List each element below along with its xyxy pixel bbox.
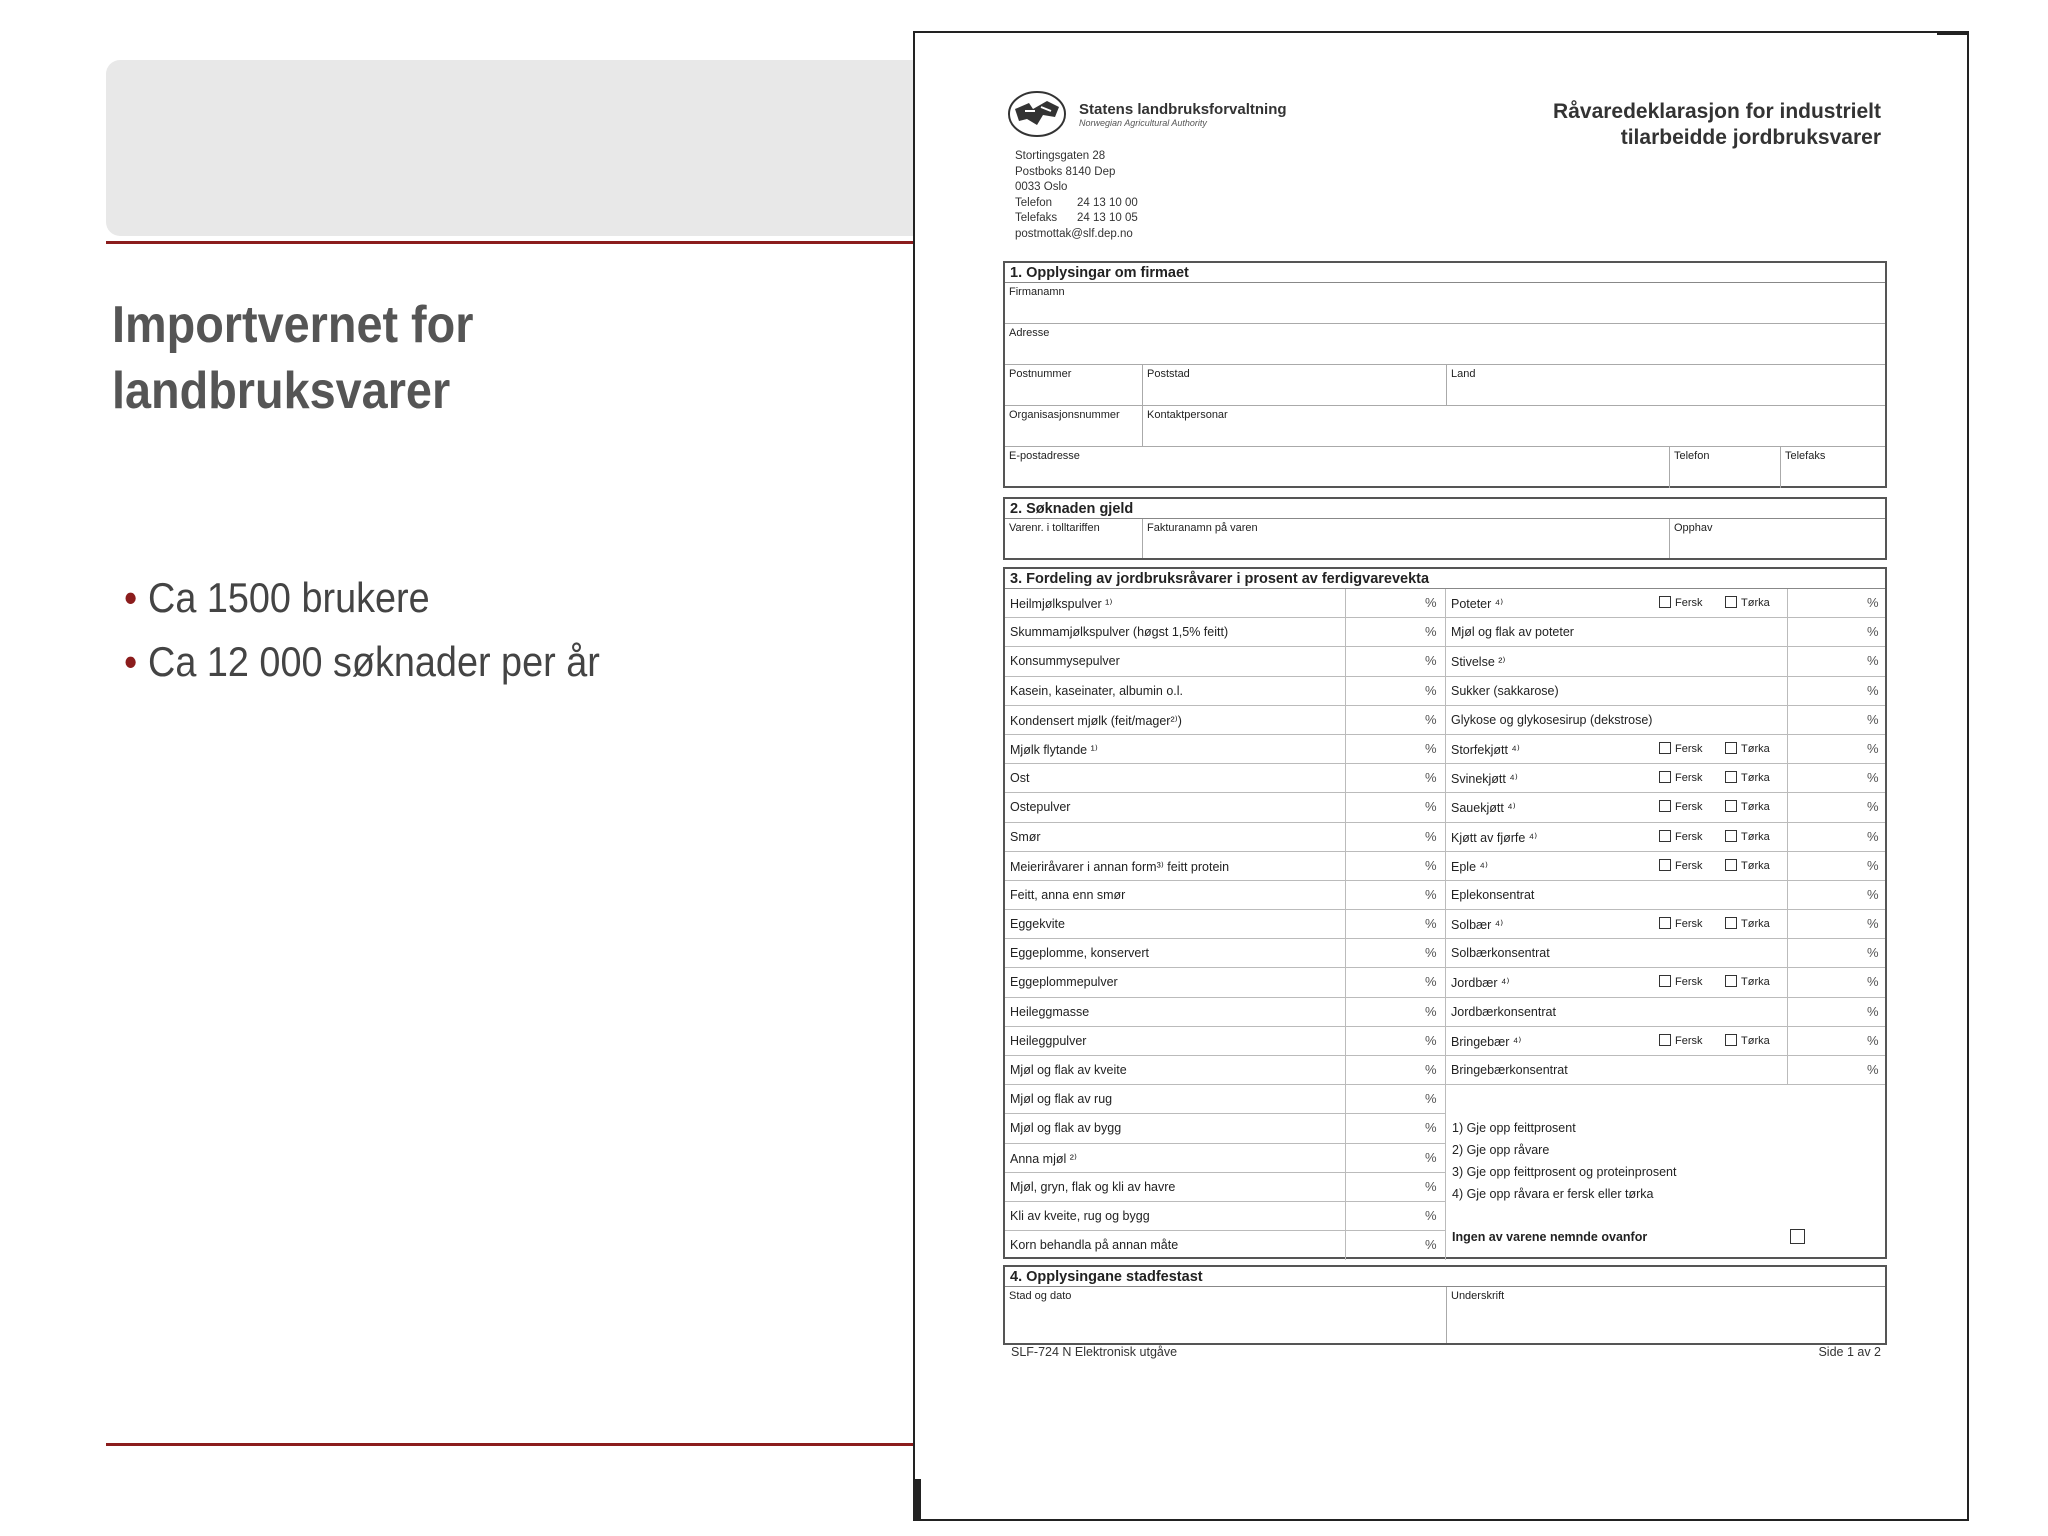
- ingredient-label: Kli av kveite, rug og bygg: [1010, 1208, 1150, 1223]
- percent-input[interactable]: %: [1867, 1062, 1879, 1077]
- scan-edge: [915, 1479, 921, 1519]
- ingredient-label: Feitt, anna enn smør: [1010, 887, 1126, 902]
- column-divider: [1445, 647, 1446, 675]
- dried-checkbox[interactable]: [1725, 830, 1770, 843]
- column-divider: [1345, 677, 1346, 705]
- ingredient-label: Sauekjøtt ⁴⁾: [1451, 801, 1516, 816]
- kontakt-field[interactable]: Kontaktpersonar: [1142, 406, 1885, 446]
- fresh-checkbox[interactable]: [1659, 917, 1703, 930]
- none-of-above-label: Ingen av varene nemnde ovanfor: [1452, 1230, 1648, 1244]
- percent-input[interactable]: %: [1425, 1149, 1437, 1165]
- ingredient-label: Kondensert mjølk (feit/mager²⁾): [1010, 713, 1182, 728]
- slide-title-line2: landbruksvarer: [112, 362, 451, 420]
- ingredient-label: Meieriråvarer i annan form³⁾ feitt protein: [1010, 859, 1230, 874]
- address-pobox: Postboks 8140 Dep: [1015, 165, 1116, 178]
- form-id: SLF-724 N Elektronisk utgåve: [1011, 1345, 1178, 1359]
- percent-input[interactable]: %: [1425, 1237, 1437, 1253]
- ingredient-label: Eggeplommepulver: [1010, 975, 1118, 990]
- checkbox-icon: [1659, 596, 1671, 608]
- ingredient-label: Heileggpulver: [1010, 1033, 1087, 1048]
- checkbox-icon: [1659, 830, 1671, 842]
- column-divider: [1345, 823, 1346, 851]
- section-heading: 2. Søknaden gjeld: [1005, 499, 1885, 519]
- checkbox-icon: [1725, 800, 1737, 812]
- ingredient-label: Anna mjøl ²⁾: [1010, 1151, 1077, 1166]
- distribution-row: [1005, 910, 1885, 939]
- column-divider: [1787, 968, 1788, 996]
- column-divider: [1345, 1114, 1346, 1143]
- bullet-item: [124, 630, 600, 694]
- column-divider: [1445, 735, 1446, 763]
- percent-input[interactable]: %: [1425, 945, 1437, 961]
- column-divider: [1445, 910, 1446, 938]
- column-divider: [1787, 1027, 1788, 1055]
- distribution-row: [1005, 618, 1885, 647]
- column-divider: [1445, 618, 1446, 646]
- header-band: [106, 60, 966, 236]
- form-row: [1005, 324, 1885, 365]
- distribution-row: [1005, 706, 1885, 735]
- stad-dato-field[interactable]: Stad og dato: [1009, 1290, 1072, 1302]
- distribution-row: [1005, 1027, 1885, 1056]
- dried-label: Tørka: [1741, 976, 1770, 989]
- column-divider: [1345, 647, 1346, 675]
- distribution-grid: [1005, 589, 1885, 1260]
- column-divider: [1345, 1173, 1346, 1202]
- dried-checkbox[interactable]: [1725, 1034, 1770, 1047]
- percent-input[interactable]: %: [1867, 857, 1879, 873]
- dried-label: Tørka: [1741, 830, 1770, 843]
- form-row: [1005, 365, 1885, 406]
- form-document: [913, 31, 1969, 1521]
- ingredient-label: Solbærkonsentrat: [1451, 946, 1550, 961]
- column-divider: [1345, 910, 1346, 938]
- ingredient-label: Heileggmasse: [1010, 1004, 1090, 1019]
- column-divider: [1445, 1231, 1446, 1260]
- percent-input[interactable]: %: [1425, 1032, 1437, 1048]
- dried-label: Tørka: [1741, 597, 1770, 609]
- address-street: Stortingsgaten 28: [1015, 150, 1106, 162]
- column-divider: [1787, 647, 1788, 675]
- column-divider: [1345, 706, 1346, 734]
- ingredient-label: Bringebærkonsentrat: [1451, 1063, 1568, 1077]
- column-divider: [1345, 998, 1346, 1026]
- percent-input[interactable]: %: [1425, 974, 1437, 990]
- percent-input[interactable]: %: [1867, 799, 1879, 815]
- footnote: 2) Gje opp råvare: [1452, 1143, 1550, 1157]
- distribution-row: [1005, 1202, 1885, 1231]
- checkbox-icon: [1659, 800, 1671, 812]
- checkbox-icon: [1725, 596, 1737, 608]
- bullet-item: [124, 566, 600, 630]
- column-divider: [1787, 939, 1788, 967]
- section-company-info: [1003, 261, 1887, 488]
- ingredient-label: Konsummysepulver: [1010, 654, 1120, 669]
- checkbox-icon: [1659, 742, 1671, 754]
- ingredient-label: Korn behandla på annan måte: [1010, 1238, 1179, 1253]
- postnummer-field[interactable]: Postnummer: [1009, 368, 1072, 380]
- percent-input[interactable]: %: [1867, 595, 1879, 610]
- ingredient-label: Bringebær ⁴⁾: [1451, 1034, 1522, 1049]
- fresh-checkbox[interactable]: [1659, 830, 1703, 843]
- poststad-field[interactable]: Poststad: [1142, 365, 1446, 405]
- dried-label: Tørka: [1741, 742, 1770, 755]
- opphav-field[interactable]: Opphav: [1669, 519, 1885, 558]
- percent-input[interactable]: %: [1867, 653, 1879, 669]
- org-name: Statens landbruksforvaltning: [1079, 100, 1287, 118]
- percent-input[interactable]: %: [1425, 857, 1437, 873]
- ingredient-label: Eplekonsentrat: [1451, 887, 1535, 902]
- percent-input[interactable]: %: [1425, 653, 1437, 669]
- section-application: [1003, 497, 1887, 560]
- org-name-en: Norwegian Agricultural Authority: [1079, 117, 1207, 128]
- bullet-list: [124, 566, 653, 694]
- fresh-label: Fersk: [1675, 801, 1703, 814]
- orgnr-field[interactable]: Organisasjonsnummer: [1009, 409, 1120, 421]
- percent-input[interactable]: %: [1867, 1032, 1879, 1048]
- column-divider: [1787, 706, 1788, 734]
- document-title-line2: tilarbeidde jordbruksvarer: [1620, 126, 1881, 149]
- distribution-row: [1005, 1231, 1885, 1260]
- document-title: [1553, 99, 1881, 151]
- percent-input[interactable]: %: [1425, 711, 1437, 727]
- checkbox-icon: [1725, 917, 1737, 929]
- column-divider: [1345, 968, 1346, 996]
- fresh-label: Fersk: [1675, 859, 1703, 872]
- form-row: [1005, 406, 1885, 447]
- percent-input[interactable]: %: [1867, 828, 1879, 844]
- ingredient-label: Ost: [1010, 771, 1030, 786]
- column-divider: [1787, 823, 1788, 851]
- fresh-label: Fersk: [1675, 918, 1703, 931]
- checkbox-icon: [1725, 742, 1737, 754]
- checkbox-icon: [1659, 917, 1671, 929]
- dried-label: Tørka: [1741, 918, 1770, 931]
- document-title-line1: Råvaredeklarasjon for industrielt: [1553, 100, 1881, 123]
- bullet-text: Ca 12 000 søknader per år: [148, 638, 600, 685]
- distribution-row: [1005, 968, 1885, 997]
- column-divider: [1787, 764, 1788, 792]
- ingredient-label: Eggekvite: [1010, 917, 1065, 932]
- dried-checkbox[interactable]: [1725, 800, 1770, 813]
- percent-input[interactable]: %: [1867, 624, 1879, 640]
- ingredient-label: Smør: [1010, 829, 1041, 844]
- bullet-dot-icon: •: [124, 638, 138, 685]
- column-divider: [1345, 1202, 1346, 1231]
- column-divider: [1445, 1085, 1446, 1114]
- fresh-checkbox[interactable]: [1659, 771, 1703, 784]
- percent-input[interactable]: %: [1867, 770, 1879, 786]
- distribution-row: [1005, 998, 1885, 1027]
- ingredient-label: Mjøl og flak av kveite: [1010, 1063, 1127, 1077]
- address-phone: Telefon 24 13 10 00: [1015, 196, 1138, 209]
- telefaks-field[interactable]: Telefaks: [1780, 447, 1885, 488]
- slide-title-line1: Importvernet for: [112, 296, 474, 354]
- fresh-checkbox[interactable]: [1659, 596, 1703, 609]
- bullet-text: Ca 1500 brukere: [148, 574, 430, 621]
- column-divider: [1787, 910, 1788, 938]
- checkbox-icon: [1659, 771, 1671, 783]
- percent-input[interactable]: %: [1425, 740, 1437, 756]
- fresh-label: Fersk: [1675, 772, 1703, 785]
- ingredient-label: Storfekjøtt ⁴⁾: [1451, 742, 1520, 757]
- distribution-row: [1005, 939, 1885, 968]
- epost-field[interactable]: E-postadresse: [1009, 450, 1080, 462]
- section-distribution: [1003, 567, 1887, 1259]
- ingredient-label: Heilmjølkspulver ¹⁾: [1010, 597, 1113, 611]
- address-email: postmottak@slf.dep.no: [1015, 227, 1133, 240]
- section-confirmation: [1003, 1265, 1887, 1345]
- form-row: [1005, 519, 1885, 558]
- bottom-rule: [106, 1443, 966, 1446]
- column-divider: [1345, 793, 1346, 821]
- percent-input[interactable]: %: [1867, 945, 1879, 961]
- checkbox-icon: [1725, 975, 1737, 987]
- ingredient-label: Eggeplomme, konservert: [1010, 946, 1149, 961]
- column-divider: [1345, 589, 1346, 617]
- ingredient-label: Mjøl og flak av poteter: [1451, 625, 1574, 640]
- distribution-row: [1005, 1085, 1885, 1114]
- column-divider: [1445, 793, 1446, 821]
- percent-input[interactable]: %: [1425, 595, 1437, 610]
- fresh-label: Fersk: [1675, 976, 1703, 989]
- land-field[interactable]: Land: [1446, 365, 1885, 405]
- percent-input[interactable]: %: [1425, 1003, 1437, 1019]
- percent-input[interactable]: %: [1867, 916, 1879, 932]
- column-divider: [1787, 677, 1788, 705]
- address-fax: Telefaks 24 13 10 05: [1015, 212, 1138, 225]
- column-divider: [1445, 589, 1446, 617]
- fresh-checkbox[interactable]: [1659, 800, 1703, 813]
- ingredient-label: Kasein, kaseinater, albumin o.l.: [1010, 683, 1184, 698]
- column-divider: [1445, 939, 1446, 967]
- column-divider: [1345, 1056, 1346, 1084]
- column-divider: [1345, 852, 1346, 880]
- distribution-row: [1005, 1144, 1885, 1173]
- column-divider: [1445, 1027, 1446, 1055]
- column-divider: [1787, 735, 1788, 763]
- fakturanamn-field[interactable]: Fakturanamn på varen: [1142, 519, 1669, 558]
- footnotes: [1452, 1117, 1676, 1205]
- fresh-label: Fersk: [1675, 830, 1703, 843]
- column-divider: [1445, 1173, 1446, 1202]
- column-divider: [1345, 939, 1346, 967]
- ingredient-label: Mjøl, gryn, flak og kli av havre: [1010, 1179, 1176, 1194]
- column-divider: [1445, 1056, 1446, 1084]
- footnote: 4) Gje opp råvara er fersk eller tørka: [1452, 1187, 1654, 1201]
- ingredient-label: Mjølk flytande ¹⁾: [1010, 742, 1098, 757]
- fresh-label: Fersk: [1675, 742, 1703, 755]
- distribution-row: [1005, 881, 1885, 910]
- ingredient-label: Glykose og glykosesirup (dekstrose): [1451, 712, 1653, 727]
- ingredient-label: Stivelse ²⁾: [1451, 655, 1506, 670]
- column-divider: [1787, 1056, 1788, 1084]
- ingredient-label: Solbær ⁴⁾: [1451, 918, 1504, 933]
- percent-input[interactable]: %: [1867, 711, 1879, 727]
- checkbox-icon: [1725, 859, 1737, 871]
- fresh-checkbox[interactable]: [1659, 1034, 1703, 1047]
- checkbox-icon: [1725, 771, 1737, 783]
- top-rule: [106, 241, 966, 244]
- distribution-row: [1005, 647, 1885, 676]
- section-heading: 1. Opplysingar om firmaet: [1005, 263, 1885, 283]
- column-divider: [1787, 793, 1788, 821]
- percent-input[interactable]: %: [1425, 1207, 1437, 1223]
- column-divider: [1345, 1085, 1346, 1114]
- dried-checkbox[interactable]: [1725, 975, 1770, 988]
- slide-title: [112, 292, 616, 424]
- percent-input[interactable]: %: [1867, 886, 1879, 902]
- dried-checkbox[interactable]: [1725, 859, 1770, 872]
- percent-input[interactable]: %: [1425, 886, 1437, 902]
- scan-edge: [1937, 31, 1967, 35]
- slf-logo: [1007, 89, 1287, 139]
- ingredient-label: Mjøl og flak av bygg: [1010, 1121, 1122, 1136]
- checkbox-icon: [1659, 859, 1671, 871]
- percent-input[interactable]: %: [1425, 1120, 1437, 1136]
- bullet-dot-icon: •: [124, 574, 138, 621]
- ingredient-label: Jordbærkonsentrat: [1451, 1004, 1556, 1019]
- column-divider: [1345, 881, 1346, 909]
- checkbox-icon: [1725, 830, 1737, 842]
- telefon-field[interactable]: Telefon: [1669, 447, 1780, 488]
- column-divider: [1787, 589, 1788, 617]
- fresh-checkbox[interactable]: [1659, 975, 1703, 988]
- column-divider: [1345, 764, 1346, 792]
- footnote: 3) Gje opp feittprosent og proteinprosent: [1452, 1165, 1677, 1179]
- percent-input[interactable]: %: [1425, 1091, 1437, 1107]
- ingredient-label: Ostepulver: [1010, 800, 1071, 815]
- percent-input[interactable]: %: [1867, 682, 1879, 698]
- ingredient-label: Skummamjølkspulver (høgst 1,5% feitt): [1010, 625, 1229, 640]
- percent-input[interactable]: %: [1425, 828, 1437, 844]
- column-divider: [1445, 998, 1446, 1026]
- column-divider: [1345, 1231, 1346, 1260]
- form-row: [1005, 283, 1885, 324]
- page-number: Side 1 av 2: [1818, 1345, 1881, 1359]
- column-divider: [1445, 1114, 1446, 1143]
- column-divider: [1445, 1144, 1446, 1173]
- ingredient-label: Sukker (sakkarose): [1451, 683, 1559, 698]
- column-divider: [1345, 1027, 1346, 1055]
- percent-input[interactable]: %: [1425, 682, 1437, 698]
- percent-input[interactable]: %: [1867, 974, 1879, 990]
- distribution-row: [1005, 1056, 1885, 1085]
- firmanamn-field[interactable]: Firmanamn: [1009, 286, 1065, 298]
- column-divider: [1787, 998, 1788, 1026]
- percent-input[interactable]: %: [1867, 740, 1879, 756]
- ingredient-label: Kjøtt av fjørfe ⁴⁾: [1451, 830, 1538, 845]
- ingredient-label: Poteter ⁴⁾: [1451, 597, 1504, 611]
- checkbox-icon: [1659, 975, 1671, 987]
- column-divider: [1445, 706, 1446, 734]
- distribution-row: [1005, 793, 1885, 822]
- address-postal: 0033 Oslo: [1015, 181, 1068, 194]
- section-heading: 3. Fordeling av jordbruksråvarer i prosent av ferdigvarevekta: [1005, 569, 1885, 589]
- dried-checkbox[interactable]: [1725, 917, 1770, 930]
- column-divider: [1445, 1202, 1446, 1231]
- fresh-checkbox[interactable]: [1659, 742, 1703, 755]
- varenr-field[interactable]: Varenr. i tolltariffen: [1009, 522, 1100, 534]
- column-divider: [1445, 852, 1446, 880]
- percent-input[interactable]: %: [1425, 624, 1437, 640]
- dried-label: Tørka: [1741, 859, 1770, 872]
- ingredient-label: Mjøl og flak av rug: [1010, 1092, 1113, 1107]
- ingredient-label: Eple ⁴⁾: [1451, 859, 1488, 874]
- column-divider: [1445, 677, 1446, 705]
- fresh-label: Fersk: [1675, 597, 1703, 609]
- column-divider: [1445, 881, 1446, 909]
- checkbox-icon: [1725, 1034, 1737, 1046]
- dried-checkbox[interactable]: [1725, 742, 1770, 755]
- column-divider: [1787, 852, 1788, 880]
- distribution-row: [1005, 735, 1885, 764]
- ingredient-label: Svinekjøtt ⁴⁾: [1451, 772, 1518, 787]
- distribution-row: [1005, 1114, 1885, 1143]
- dried-label: Tørka: [1741, 1034, 1770, 1047]
- percent-input[interactable]: %: [1425, 770, 1437, 786]
- percent-input[interactable]: %: [1425, 799, 1437, 815]
- ingredient-label: Jordbær ⁴⁾: [1451, 976, 1510, 991]
- underskrift-field[interactable]: Underskrift: [1446, 1287, 1885, 1343]
- column-divider: [1445, 764, 1446, 792]
- percent-input[interactable]: %: [1425, 1062, 1437, 1077]
- column-divider: [1445, 823, 1446, 851]
- distribution-row: [1005, 852, 1885, 881]
- distribution-row: [1005, 764, 1885, 793]
- dried-checkbox[interactable]: [1725, 771, 1770, 784]
- distribution-row: [1005, 589, 1885, 618]
- column-divider: [1345, 735, 1346, 763]
- footnote: 1) Gje opp feittprosent: [1452, 1121, 1576, 1135]
- form-row: [1005, 447, 1885, 488]
- adresse-field[interactable]: Adresse: [1009, 327, 1050, 339]
- form-row: [1005, 1287, 1885, 1343]
- distribution-row: [1005, 823, 1885, 852]
- section-heading: 4. Opplysingane stadfestast: [1005, 1267, 1885, 1287]
- org-address: [1015, 149, 1138, 243]
- column-divider: [1787, 881, 1788, 909]
- dried-label: Tørka: [1741, 772, 1770, 785]
- none-of-above-checkbox[interactable]: [1790, 1229, 1805, 1244]
- dried-label: Tørka: [1741, 801, 1770, 814]
- dried-checkbox[interactable]: [1725, 596, 1770, 609]
- fresh-checkbox[interactable]: [1659, 859, 1703, 872]
- column-divider: [1345, 1144, 1346, 1173]
- column-divider: [1345, 618, 1346, 646]
- column-divider: [1787, 618, 1788, 646]
- percent-input[interactable]: %: [1425, 916, 1437, 932]
- percent-input[interactable]: %: [1425, 1178, 1437, 1194]
- column-divider: [1445, 968, 1446, 996]
- percent-input[interactable]: %: [1867, 1003, 1879, 1019]
- checkbox-icon: [1659, 1034, 1671, 1046]
- slf-logo-icon: [1007, 89, 1071, 139]
- distribution-row: [1005, 1173, 1885, 1202]
- fresh-label: Fersk: [1675, 1034, 1703, 1047]
- distribution-row: [1005, 677, 1885, 706]
